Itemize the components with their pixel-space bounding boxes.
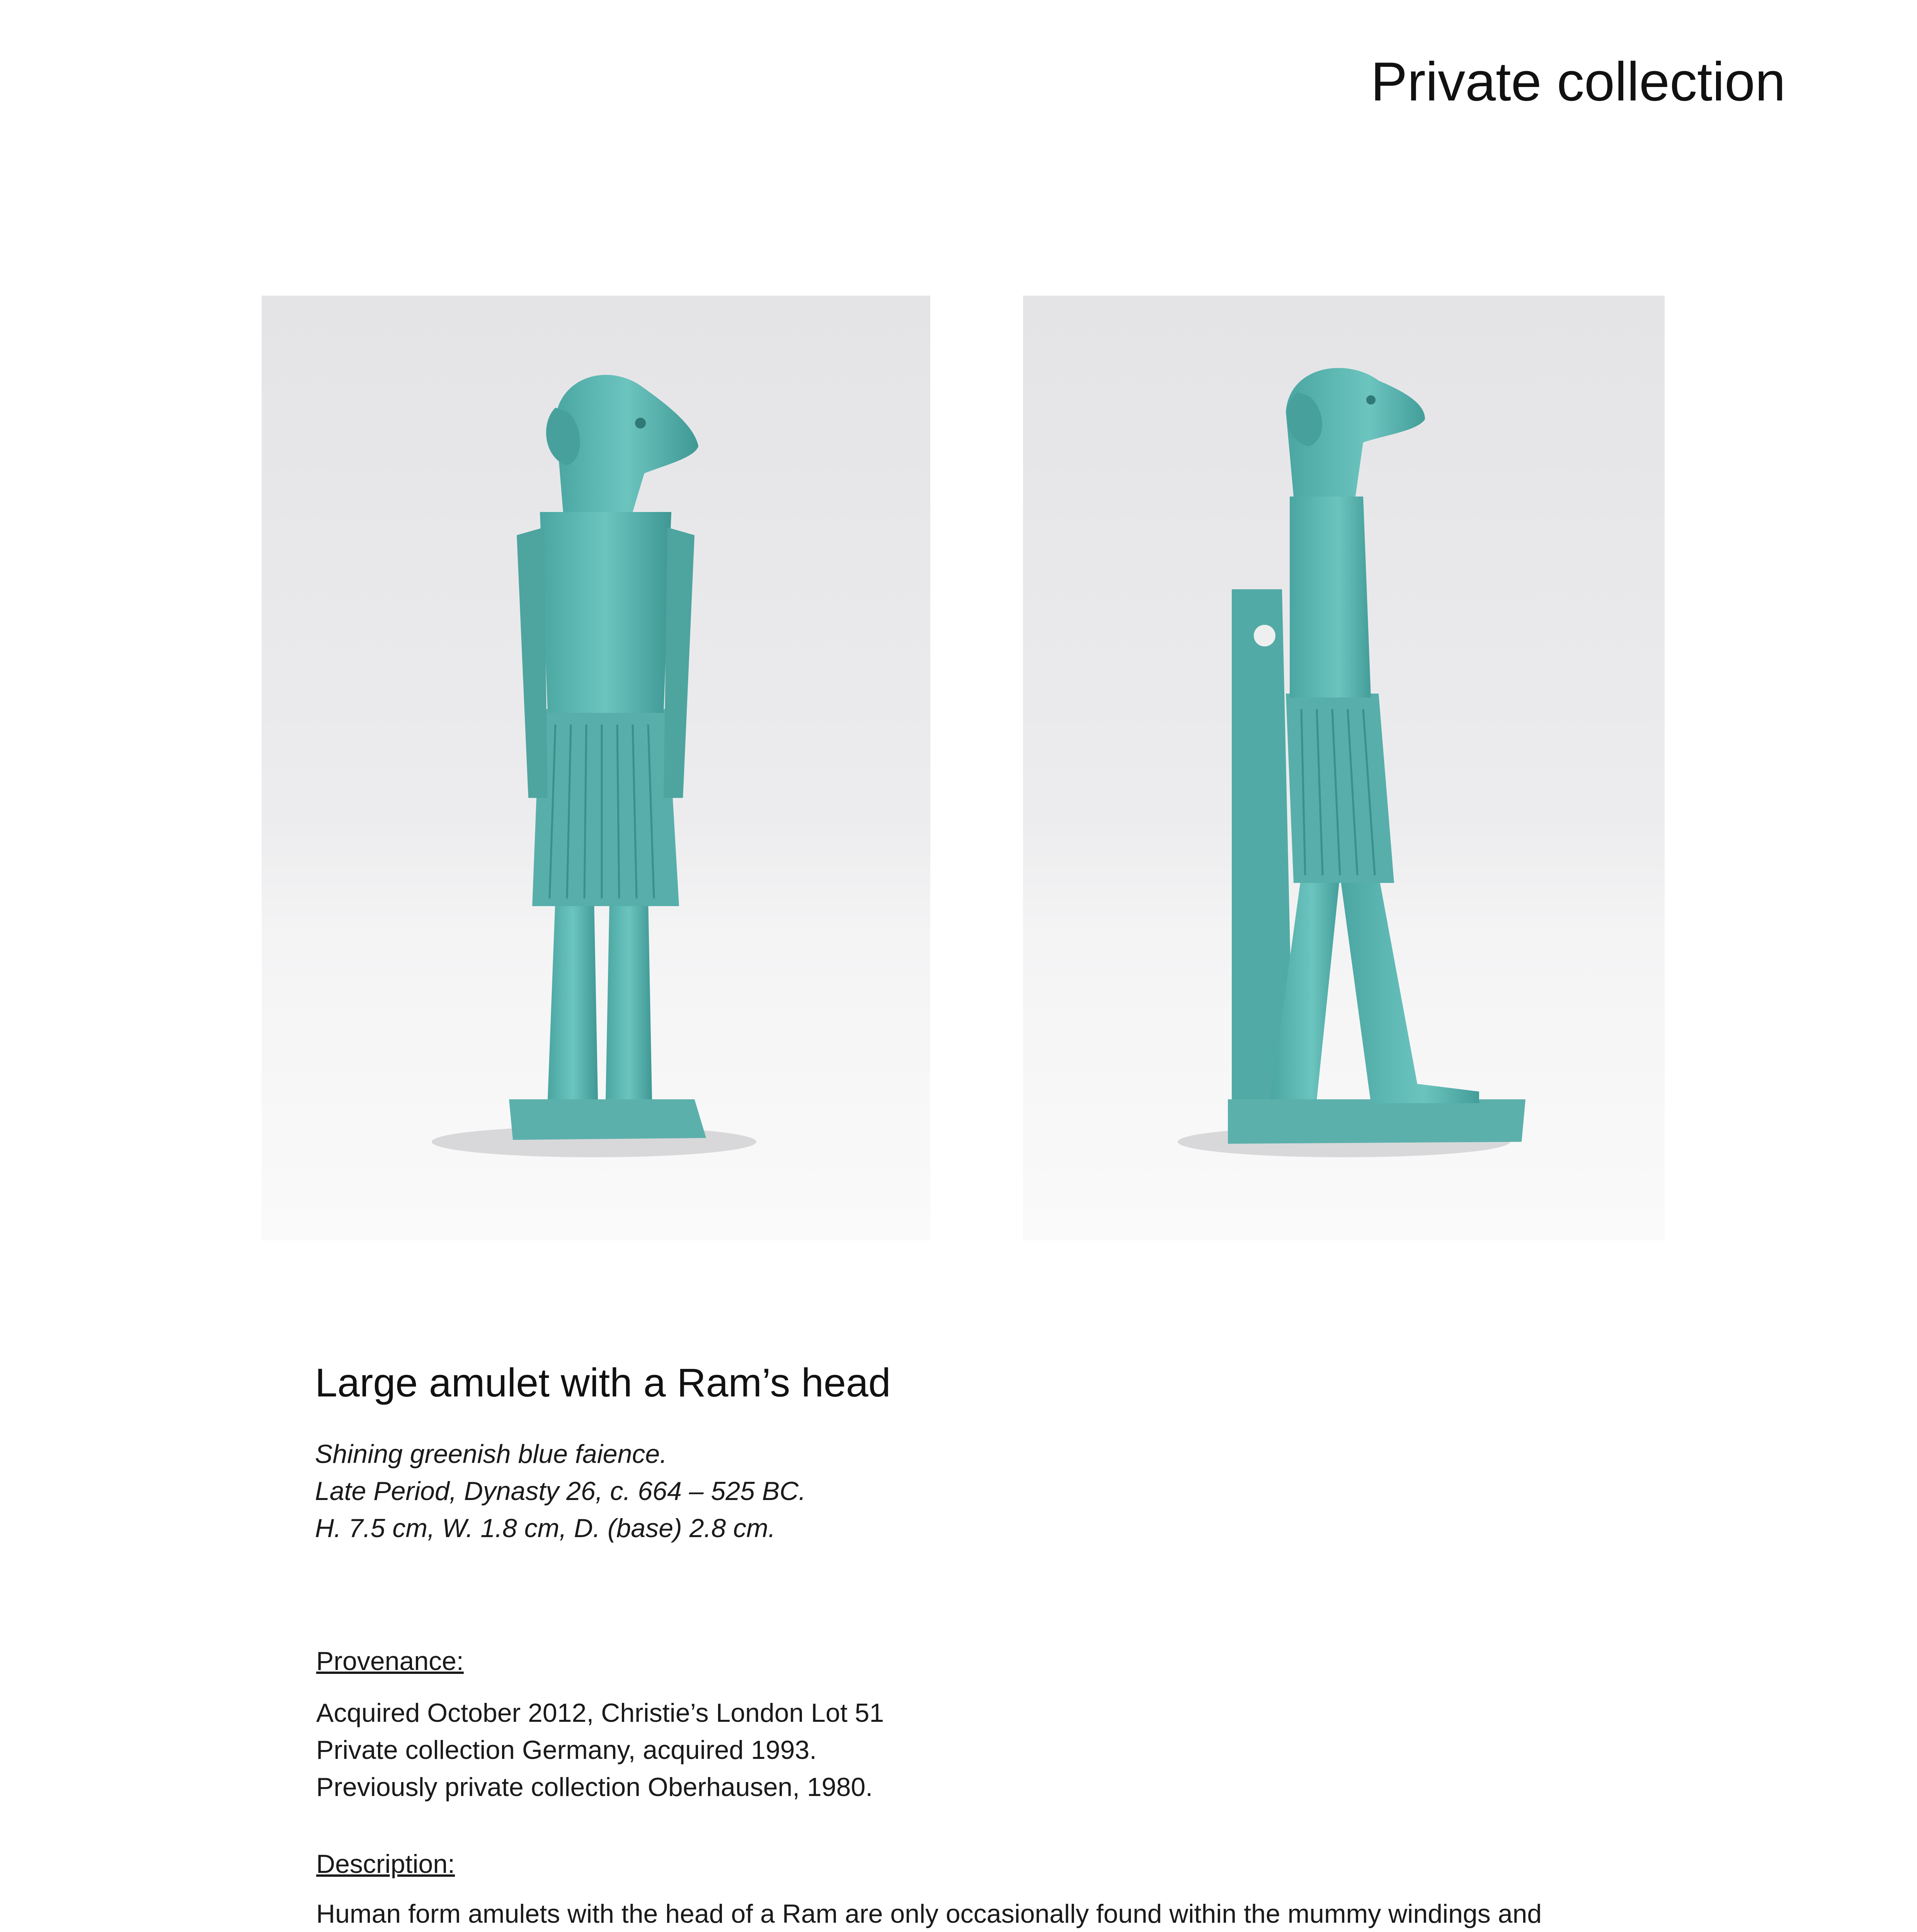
spec-dimensions: H. 7.5 cm, W. 1.8 cm, D. (base) 2.8 cm.: [315, 1514, 776, 1543]
description-paragraph-1: [316, 1895, 1669, 1932]
description-heading: Description:: [316, 1849, 455, 1879]
provenance-list: [316, 1694, 1669, 1806]
collection-header: Private collection: [1371, 51, 1786, 112]
object-specs: [315, 1435, 806, 1547]
provenance-line: Private collection Germany, acquired 1993.: [316, 1735, 817, 1765]
object-title: Large amulet with a Ram’s head: [315, 1361, 891, 1405]
provenance-heading: Provenance:: [316, 1646, 464, 1676]
spec-material: Shining greenish blue faience.: [315, 1439, 667, 1469]
provenance-line: Previously private collection Oberhausen, 1980.: [316, 1772, 873, 1802]
spec-period: Late Period, Dynasty 26, c. 664 – 525 BC.: [315, 1476, 806, 1506]
amulet-photo-side: [1023, 296, 1665, 1240]
amulet-photo-front: [262, 296, 930, 1240]
provenance-line: Acquired October 2012, Christie’s London Lot 51: [316, 1698, 884, 1728]
description-line: Human form amulets with the head of a Ram are only occasionally found within the mummy windings and: [316, 1899, 1542, 1929]
